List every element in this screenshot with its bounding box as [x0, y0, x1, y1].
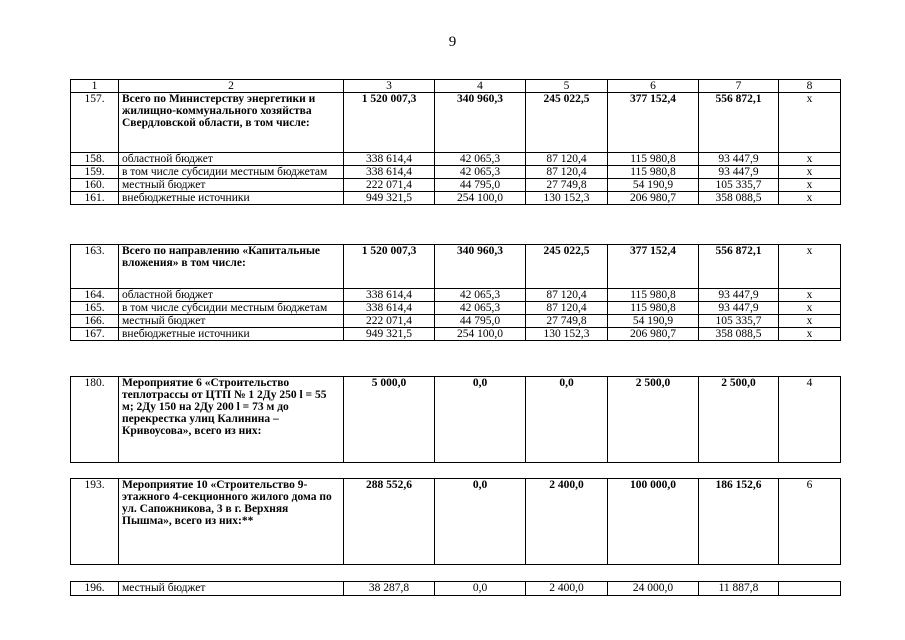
column-header: 4: [435, 80, 526, 93]
cell-value: 556 872,1: [699, 93, 779, 153]
cell-value: 87 120,4: [526, 166, 608, 179]
cell-value: 186 152,6: [699, 479, 779, 565]
table-row-measure: [71, 377, 841, 463]
cell-value: 222 071,4: [344, 179, 435, 192]
cell-value: 2 500,0: [608, 377, 699, 463]
cell-value: 27 749,8: [526, 315, 608, 328]
cell-value: 245 022,5: [526, 245, 608, 289]
table-row: [71, 328, 841, 341]
row-label: местный бюджет: [119, 582, 344, 596]
column-header: 3: [344, 80, 435, 93]
table-row-total: [71, 245, 841, 289]
cell-value: 115 980,8: [608, 153, 699, 166]
cell-value: 87 120,4: [526, 302, 608, 315]
cell-value: 42 065,3: [435, 153, 526, 166]
cell-value: 338 614,4: [344, 153, 435, 166]
cell-mark: 4: [779, 377, 841, 463]
cell-value: 38 287,8: [344, 582, 435, 596]
row-number: 164.: [71, 289, 119, 302]
cell-value: 254 100,0: [435, 328, 526, 341]
row-number: 163.: [71, 245, 119, 289]
cell-mark: 6: [779, 479, 841, 565]
row-number: 193.: [71, 479, 119, 565]
table-row: [71, 192, 841, 205]
cell-value: 254 100,0: [435, 192, 526, 205]
cell-value: 93 447,9: [699, 153, 779, 166]
row-number: 165.: [71, 302, 119, 315]
cell-mark: х: [779, 289, 841, 302]
table-row: [71, 166, 841, 179]
row-number: 157.: [71, 93, 119, 153]
cell-mark: х: [779, 93, 841, 153]
cell-value: 206 980,7: [608, 328, 699, 341]
table-row-measure: [71, 479, 841, 565]
row-label: Всего по Министерству энергетики и жилищно-коммунального хозяйства Свердловской области, в том числе:: [119, 93, 344, 153]
column-header: 2: [119, 80, 344, 93]
cell-value: 0,0: [526, 377, 608, 463]
cell-value: 130 152,3: [526, 328, 608, 341]
row-label: внебюджетные источники: [119, 328, 344, 341]
cell-value: 0,0: [435, 479, 526, 565]
cell-value: 338 614,4: [344, 166, 435, 179]
cell-mark: х: [779, 328, 841, 341]
column-header: 7: [699, 80, 779, 93]
row-number: 196.: [71, 582, 119, 596]
cell-value: 949 321,5: [344, 192, 435, 205]
cell-value: 54 190,9: [608, 179, 699, 192]
cell-value: 42 065,3: [435, 289, 526, 302]
cell-mark: х: [779, 302, 841, 315]
cell-value: 2 400,0: [526, 479, 608, 565]
row-number: 167.: [71, 328, 119, 341]
table-row: [71, 582, 841, 596]
cell-value: 44 795,0: [435, 315, 526, 328]
table-row: [71, 179, 841, 192]
cell-mark: х: [779, 166, 841, 179]
table-row: [71, 302, 841, 315]
cell-value: 115 980,8: [608, 289, 699, 302]
cell-value: 340 960,3: [435, 93, 526, 153]
cell-value: 93 447,9: [699, 302, 779, 315]
cell-value: 358 088,5: [699, 328, 779, 341]
cell-value: 222 071,4: [344, 315, 435, 328]
cell-mark: [779, 582, 841, 596]
column-header: 5: [526, 80, 608, 93]
table-section-measure-6: [70, 376, 841, 463]
cell-value: 93 447,9: [699, 289, 779, 302]
cell-value: 5 000,0: [344, 377, 435, 463]
cell-mark: х: [779, 179, 841, 192]
cell-value: 340 960,3: [435, 245, 526, 289]
cell-value: 556 872,1: [699, 245, 779, 289]
row-label: местный бюджет: [119, 179, 344, 192]
cell-value: 338 614,4: [344, 302, 435, 315]
cell-value: 358 088,5: [699, 192, 779, 205]
row-label: Всего по направлению «Капитальные вложения» в том числе:: [119, 245, 344, 289]
cell-value: 245 022,5: [526, 93, 608, 153]
cell-value: 87 120,4: [526, 289, 608, 302]
cell-value: 1 520 007,3: [344, 245, 435, 289]
cell-value: 24 000,0: [608, 582, 699, 596]
cell-value: 105 335,7: [699, 179, 779, 192]
page-number: 9: [448, 34, 457, 50]
table-row: [71, 289, 841, 302]
row-label: Мероприятие 10 «Строительство 9-этажного 4-секционного жилого дома по ул. Сапожникова, 3 в г. Верхняя Пышма», всего из них:**: [119, 479, 344, 565]
cell-value: 115 980,8: [608, 166, 699, 179]
row-number: 159.: [71, 166, 119, 179]
row-label: Мероприятие 6 «Строительство теплотрассы от ЦТП № 1 2Ду 250 l = 55 м; 2Ду 150 на 2Ду 200 l = 73 м до перекрестка улиц Калинина – Кривоусова», всего из них:: [119, 377, 344, 463]
table-section-capital-investments: [70, 244, 841, 341]
row-number: 158.: [71, 153, 119, 166]
row-number: 161.: [71, 192, 119, 205]
table-section-ministry: [70, 79, 841, 205]
column-header: 1: [71, 80, 119, 93]
cell-value: 130 152,3: [526, 192, 608, 205]
cell-value: 87 120,4: [526, 153, 608, 166]
cell-value: 2 400,0: [526, 582, 608, 596]
row-label: в том числе субсидии местным бюджетам: [119, 166, 344, 179]
table-row: [71, 315, 841, 328]
row-label: областной бюджет: [119, 289, 344, 302]
cell-value: 11 887,8: [699, 582, 779, 596]
row-label: в том числе субсидии местным бюджетам: [119, 302, 344, 315]
cell-value: 42 065,3: [435, 302, 526, 315]
cell-value: 1 520 007,3: [344, 93, 435, 153]
cell-value: 54 190,9: [608, 315, 699, 328]
cell-value: 42 065,3: [435, 166, 526, 179]
cell-value: 44 795,0: [435, 179, 526, 192]
cell-value: 377 152,4: [608, 245, 699, 289]
row-number: 180.: [71, 377, 119, 463]
cell-value: 105 335,7: [699, 315, 779, 328]
table-section-local-budget: [70, 581, 841, 596]
column-header: 6: [608, 80, 699, 93]
row-label: внебюджетные источники: [119, 192, 344, 205]
cell-value: 377 152,4: [608, 93, 699, 153]
cell-value: 100 000,0: [608, 479, 699, 565]
cell-value: 338 614,4: [344, 289, 435, 302]
cell-value: 93 447,9: [699, 166, 779, 179]
cell-value: 0,0: [435, 377, 526, 463]
table-section-measure-10: [70, 478, 841, 565]
cell-value: 2 500,0: [699, 377, 779, 463]
cell-mark: х: [779, 315, 841, 328]
column-header: 8: [779, 80, 841, 93]
cell-mark: х: [779, 245, 841, 289]
cell-mark: х: [779, 153, 841, 166]
table-row: [71, 153, 841, 166]
table-header-row: [71, 80, 841, 93]
cell-value: 288 552,6: [344, 479, 435, 565]
row-label: областной бюджет: [119, 153, 344, 166]
cell-value: 206 980,7: [608, 192, 699, 205]
cell-value: 0,0: [435, 582, 526, 596]
cell-value: 27 749,8: [526, 179, 608, 192]
row-number: 160.: [71, 179, 119, 192]
row-label: местный бюджет: [119, 315, 344, 328]
cell-value: 115 980,8: [608, 302, 699, 315]
row-number: 166.: [71, 315, 119, 328]
cell-value: 949 321,5: [344, 328, 435, 341]
cell-mark: х: [779, 192, 841, 205]
table-row-total: [71, 93, 841, 153]
